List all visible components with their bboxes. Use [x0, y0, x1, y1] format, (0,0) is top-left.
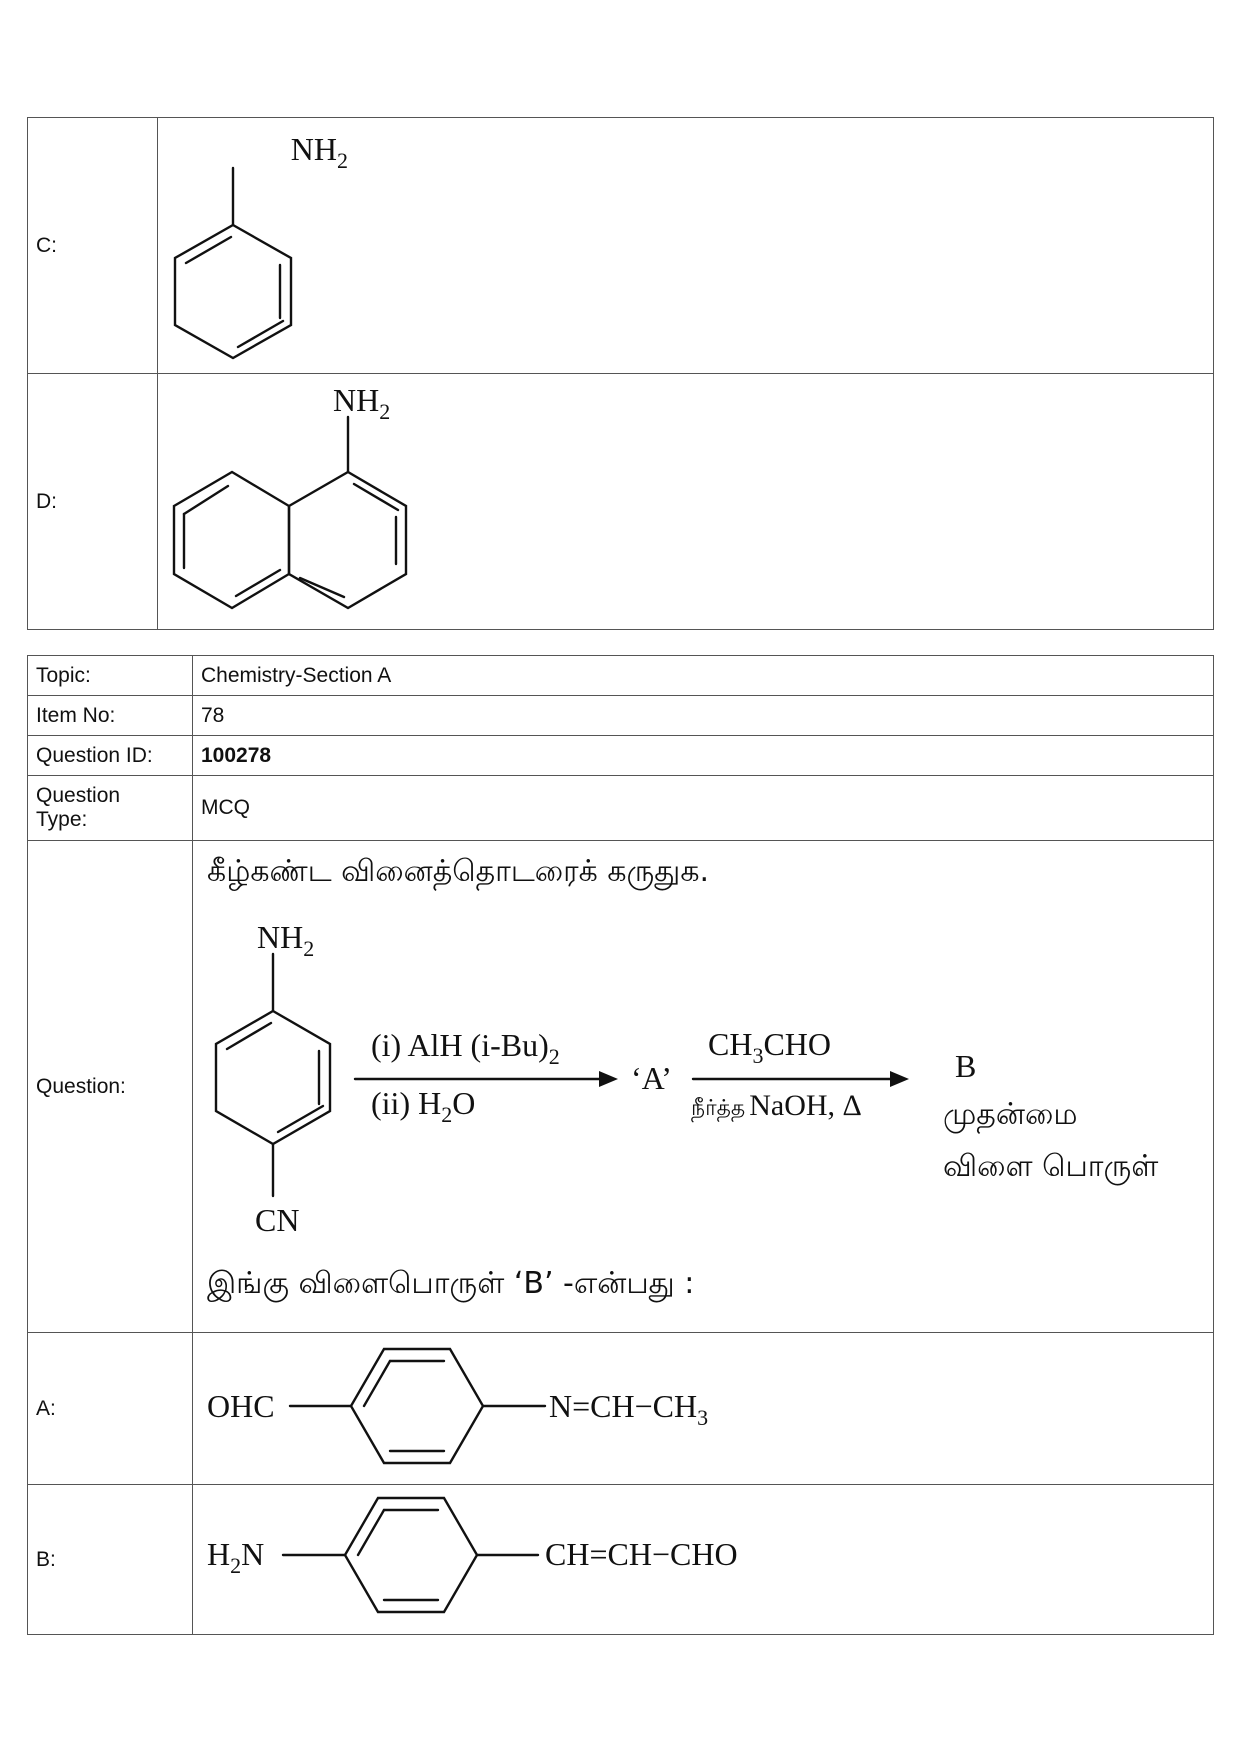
option-a-right-group: $N=CH-CH_3$: [549, 1388, 709, 1430]
step2-arrowhead: [890, 1071, 909, 1087]
naphthylamine-structure: [158, 374, 438, 624]
step2-reagent-bottom: நீர்த்த NaOH, Δ: [691, 1089, 862, 1122]
option-a-structure: [193, 1333, 813, 1479]
topic-value: Chemistry-Section A: [193, 656, 1214, 696]
intermediate-a-label: ‘A’: [631, 1060, 672, 1096]
step1-reagent-bottom: (ii) $H_2O$: [371, 1085, 476, 1127]
question-label: Question:: [28, 841, 193, 1333]
question-type-row: [28, 776, 1214, 841]
option-d-row: [28, 374, 1214, 630]
aniline-structure: [158, 118, 358, 368]
option-d-structure-cell: [158, 374, 1214, 630]
option-b-structure: [193, 1485, 813, 1629]
options-cd-table: [27, 117, 1214, 630]
option-b-row: [28, 1485, 1214, 1635]
start-nh2-label: $NH_2$: [257, 919, 315, 961]
question-table: [27, 655, 1214, 1635]
option-a-row: [28, 1333, 1214, 1485]
option-d-label: D:: [28, 374, 158, 630]
step1-reagent-top: (i) AlH $(i-Bu)_2$: [371, 1027, 560, 1069]
question-type-value: MCQ: [193, 776, 1214, 841]
option-b-left-group: $H_2N$: [207, 1536, 265, 1578]
step2-reagent-top: $CH_3CHO$: [708, 1026, 832, 1068]
option-c-structure-cell: [158, 118, 1214, 374]
aniline-nh2-label: $NH_2$: [290, 131, 348, 173]
start-cn-label: CN: [255, 1202, 300, 1238]
question-type-label: Question Type:: [28, 776, 193, 841]
page-bottom-margin: [0, 1637, 1240, 1754]
product-note-line1: முதன்மை: [943, 1097, 1078, 1132]
option-c-label: C:: [28, 118, 158, 374]
option-b-structure-cell: [193, 1485, 1214, 1635]
naphthylamine-nh2-label: $NH_2$: [333, 382, 391, 424]
option-b-right-group: CH=CH−CHO: [545, 1536, 738, 1572]
item-label: Item No:: [28, 696, 193, 736]
item-row: [28, 696, 1214, 736]
option-c-row: [28, 118, 1214, 374]
question-body-cell: [193, 841, 1214, 1333]
question-id-row: [28, 736, 1214, 776]
question-id-label: Question ID:: [28, 736, 193, 776]
option-a-structure-cell: [193, 1333, 1214, 1485]
option-b-label: B:: [28, 1485, 193, 1635]
reaction-scheme: [193, 841, 1213, 1327]
product-b-label: B: [955, 1048, 977, 1084]
item-value: 78: [193, 696, 1214, 736]
question-intro-text: கீழ்கண்ட வினைத்தொடரைக் கருதுக.: [207, 854, 710, 889]
topic-row: [28, 656, 1214, 696]
step1-arrowhead: [599, 1071, 618, 1087]
product-note-line2: விளை பொருள்: [943, 1149, 1159, 1184]
question-ask-text: இங்கு விளைபொருள் ‘B’ -என்பது :: [207, 1266, 695, 1301]
topic-label: Topic:: [28, 656, 193, 696]
question-id-value: 100278: [193, 736, 1214, 776]
option-a-label: A:: [28, 1333, 193, 1485]
option-a-left-group: OHC: [207, 1388, 275, 1424]
question-row: [28, 841, 1214, 1333]
